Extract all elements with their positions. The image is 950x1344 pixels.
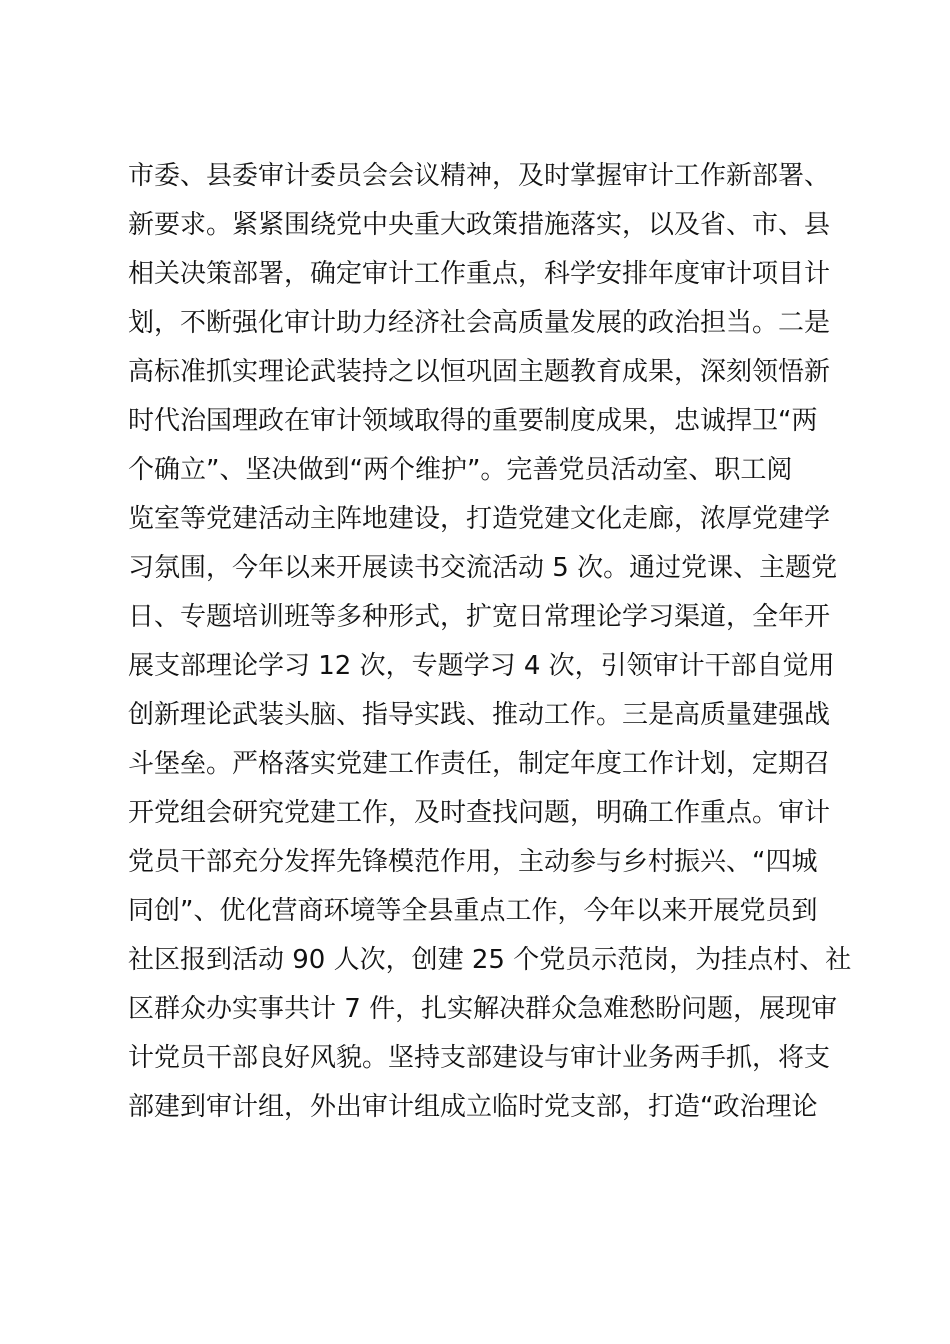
text-line: 创新理论武装头脑、指导实践、推动工作。三是高质量建强战 [128, 700, 831, 730]
text-line: 个确立”、坚决做到“两个维护”。完善党员活动室、职工阅 [128, 455, 793, 485]
text-line: 日、专题培训班等多种形式，扩宽日常理论学习渠道，全年开 [128, 602, 831, 632]
text-line: 相关决策部署，确定审计工作重点，科学安排年度审计项目计 [128, 259, 831, 289]
text-line: 新要求。紧紧围绕党中央重大政策措施落实，以及省、市、县 [128, 210, 831, 240]
text-line: 展支部理论学习 12 次，专题学习 4 次，引领审计干部自觉用 [128, 651, 835, 681]
text-line: 斗堡垒。严格落实党建工作责任，制定年度工作计划，定期召 [128, 749, 831, 779]
body-text [128, 152, 852, 1132]
text-line: 党员干部充分发挥先锋模范作用，主动参与乡村振兴、“四城 [128, 847, 818, 877]
text-line: 开党组会研究党建工作，及时查找问题，明确工作重点。审计 [128, 798, 831, 828]
text-line: 览室等党建活动主阵地建设，打造党建文化走廊，浓厚党建学 [128, 504, 831, 534]
text-line: 时代治国理政在审计领域取得的重要制度成果，忠诚捍卫“两 [128, 406, 818, 436]
text-line: 社区报到活动 90 人次，创建 25 个党员示范岗，为挂点村、社 [128, 945, 852, 975]
text-line: 计党员干部良好风貌。坚持支部建设与审计业务两手抓，将支 [128, 1043, 831, 1073]
text-line: 区群众办实事共计 7 件，扎实解决群众急难愁盼问题，展现审 [128, 994, 838, 1024]
text-line: 部建到审计组，外出审计组成立临时党支部，打造“政治理论 [128, 1092, 818, 1122]
text-line: 同创”、优化营商环境等全县重点工作，今年以来开展党员到 [128, 896, 818, 926]
text-line: 市委、县委审计委员会会议精神，及时掌握审计工作新部署、 [128, 161, 831, 191]
text-line: 习氛围，今年以来开展读书交流活动 5 次。通过党课、主题党 [128, 553, 838, 583]
text-line: 高标准抓实理论武装持之以恒巩固主题教育成果，深刻领悟新 [128, 357, 831, 387]
text-line: 划，不断强化审计助力经济社会高质量发展的政治担当。二是 [128, 308, 831, 338]
